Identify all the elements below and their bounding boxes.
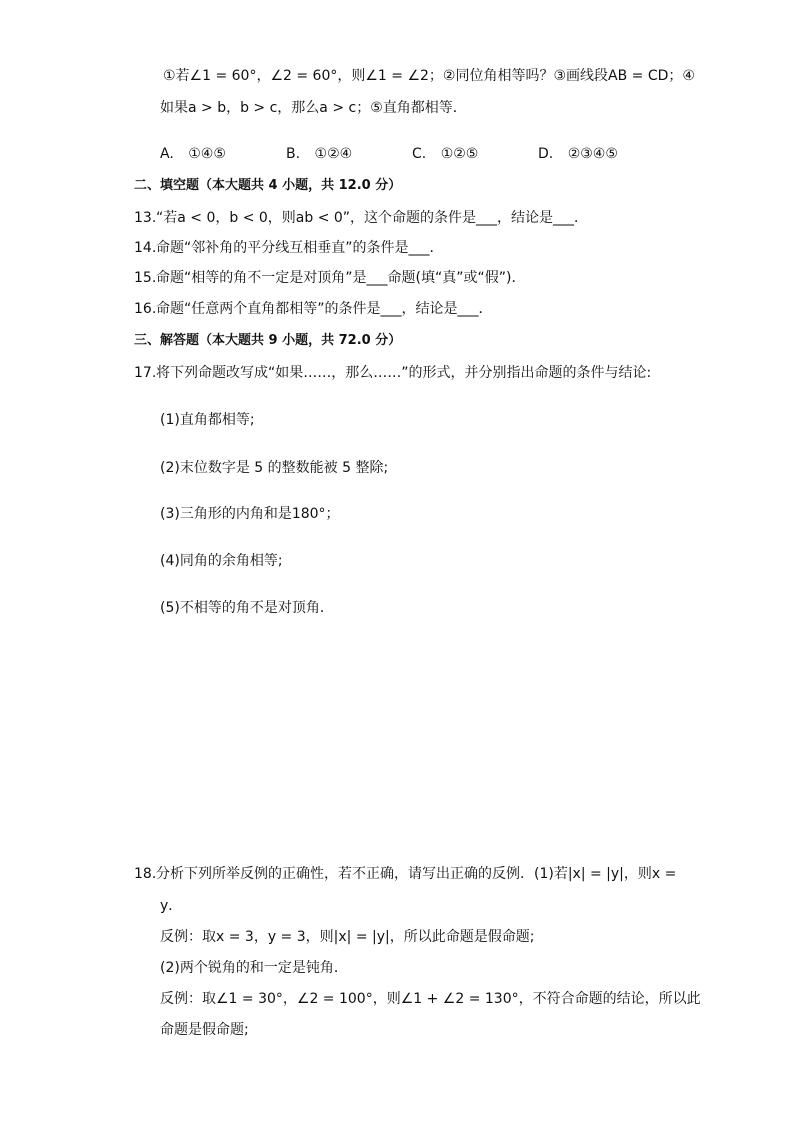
q12-line-1: ①若∠1 = 60°，∠2 = 60°，则∠1 = ∠2；②同位角相等吗？③画线段AB = CD；④ [163,68,695,84]
question-18 [134,864,676,884]
q17-item-4: (4)同角的余角相等; [160,553,283,569]
section-3-info: （本大题共 9 小题，共 72.0 分） [199,333,402,348]
question-18-line-2: y． [160,898,183,914]
question-15 [134,268,525,288]
option-d [538,144,618,164]
section-2-info: （本大题共 4 小题，共 12.0 分） [199,178,402,193]
question-17-text: 将下列命题改写成“如果……，那么……”的形式，并分别指出命题的条件与结论: [156,365,652,381]
q12-line-2: 如果a > b，b > c，那么a > c；⑤直角都相等． [160,100,467,116]
question-15-number: 15. [134,270,157,286]
option-c-label: C. [412,146,427,162]
question-13-text: “若a < 0，b < 0，则ab < 0”，这个命题的条件是___，结论是___． [156,210,589,226]
option-a-label: A. [160,146,174,162]
option-d-label: D. [538,146,554,162]
section-2-title: 二、填空题 [134,178,200,193]
question-16-text: 命题“任意两个直角都相等”的条件是___，结论是___． [156,301,493,317]
question-15-text: 命题“相等的角不一定是对顶角”是___命题(填“真”或“假”)． [156,270,526,286]
option-b-value: ①②④ [314,146,353,162]
question-16 [134,299,493,319]
question-14 [134,238,444,258]
question-18-line-6: 命题是假命题; [160,1022,249,1038]
option-c [412,144,478,164]
section-2-heading [134,176,401,196]
question-18-line-4: (2)两个锐角的和一定是钝角． [160,960,348,976]
option-a-value: ①④⑤ [188,146,226,162]
question-17-number: 17. [134,365,157,381]
question-16-number: 16. [134,301,157,317]
option-a [160,144,226,164]
question-18-line-1: 分析下列所举反例的正确性，若不正确，请写出正确的反例．(1)若|x| = |y|，则x = [156,866,677,882]
option-b-label: B. [286,146,301,162]
section-3-title: 三、解答题 [134,333,200,348]
question-13-number: 13. [134,210,157,226]
question-14-text: 命题“邻补角的平分线互相垂直”的条件是___． [156,240,444,256]
q17-item-1: (1)直角都相等; [160,412,255,428]
option-b [286,144,352,164]
question-17 [134,363,651,383]
question-14-number: 14. [134,240,157,256]
question-13 [134,208,588,228]
question-18-number: 18. [134,866,157,882]
q17-item-2: (2)末位数字是 5 的整数能被 5 整除; [160,460,389,476]
option-c-value: ①②⑤ [440,146,479,162]
question-18-line-5: 反例：取∠1 = 30°，∠2 = 100°，则∠1 + ∠2 = 130°，不符合命题的结论，所以此 [160,991,701,1007]
q17-item-3: (3)三角形的内角和是180°； [160,506,340,522]
section-3-heading [134,331,401,351]
question-18-line-3: 反例：取x = 3，y = 3，则|x| = |y|，所以此命题是假命题; [160,929,535,945]
q17-item-5: (5)不相等的角不是对顶角． [160,600,334,616]
option-d-value: ②③④⑤ [567,146,618,162]
